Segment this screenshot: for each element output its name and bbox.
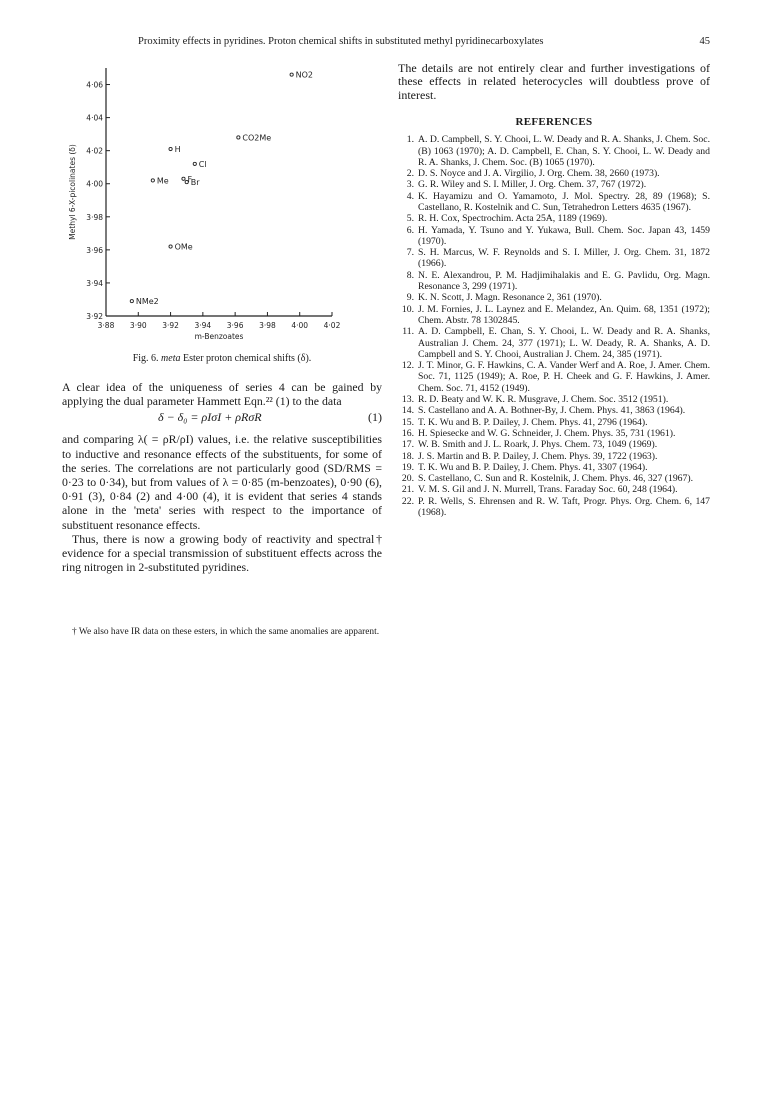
figure-caption: [62, 353, 382, 364]
data-point: [237, 136, 240, 139]
data-point-label: OMe: [174, 242, 193, 252]
data-point: [151, 179, 154, 182]
running-header: [60, 36, 710, 52]
data-point: [130, 300, 133, 303]
data-point: [182, 177, 185, 180]
reference-item: [398, 496, 710, 519]
reference-number: 6.: [406, 224, 414, 236]
reference-item: [398, 405, 710, 416]
reference-item: [398, 473, 710, 484]
reference-text: A. D. Campbell, S. Y. Chooi, L. W. Deady and R. A. Shanks, J. Chem. Soc. (B) 1063 (1970); A. D. Campbell, E. Chan, S. Y. Chooi, L. W. Deady and R. A. Shanks, J. Chem. Soc. (B) 1065 (1970).: [418, 134, 710, 168]
reference-number: 9.: [406, 292, 414, 304]
caption-suffix: Ester proton chemical shifts (δ).: [183, 353, 312, 364]
reference-text: D. S. Noyce and J. A. Virgilio, J. Org. Chem. 38, 2660 (1973).: [418, 168, 660, 180]
reference-text: G. R. Wiley and S. I. Miller, J. Org. Chem. 37, 767 (1972).: [418, 179, 647, 191]
right-column: [398, 62, 710, 518]
reference-item: [398, 417, 710, 428]
data-point-label: F: [187, 174, 193, 184]
y-tick-label: 4·00: [86, 179, 103, 189]
data-point: [290, 73, 293, 76]
y-axis-label: Methyl 6-X-picolinates (δ): [68, 144, 77, 240]
reference-number: 1.: [406, 134, 414, 146]
reference-item: [398, 394, 710, 405]
reference-number: 10.: [401, 303, 414, 315]
data-point: [169, 245, 172, 248]
reference-item: [398, 247, 710, 270]
reference-number: 7.: [406, 247, 414, 259]
reference-item: [398, 168, 710, 179]
reference-text: H. Spiesecke and W. G. Schneider, J. Chem. Phys. 35, 731 (1961).: [418, 427, 676, 439]
reference-number: 18.: [401, 450, 414, 462]
reference-number: 21.: [401, 484, 414, 496]
data-point-label: NMe2: [135, 297, 159, 307]
reference-text: J. T. Minor, G. F. Hawkins, C. A. Vander Werf and A. Roe, J. Amer. Chem. Soc. 71, 1125 (1949); A. Roe, P. H. Cheek and G. F. Hawkins, J. Amer. Chem. Soc. 71, 4152 (1949).: [418, 360, 710, 394]
reference-text: J. S. Martin and B. P. Dailey, J. Chem. Phys. 39, 1722 (1963).: [418, 450, 658, 462]
reference-item: [398, 326, 710, 360]
reference-text: K. Hayamizu and O. Yamamoto, J. Mol. Spectry. 28, 89 (1968); S. Castellano, R. Kostelnik and C. Sun, Tetrahedron Letters 4635 (1967).: [418, 190, 710, 213]
reference-number: 13.: [401, 394, 414, 406]
reference-number: 2.: [406, 168, 414, 180]
reference-item: [398, 225, 710, 248]
data-point-label: Cl: [198, 159, 207, 169]
reference-item: [398, 134, 710, 168]
data-point-label: CO2Me: [242, 133, 272, 143]
reference-text: S. Castellano, C. Sun and R. Kostelnik, J. Chem. Phys. 46, 327 (1967).: [418, 473, 694, 485]
reference-text: H. Yamada, Y. Tsuno and Y. Yukawa, Bull. Chem. Soc. Japan 43, 1459 (1970).: [418, 224, 710, 247]
footnote: † We also have IR data on these esters, in which the same anomalies are apparent.: [72, 627, 380, 637]
data-point: [193, 162, 196, 165]
y-tick-label: 4·06: [86, 80, 103, 90]
reference-item: [398, 439, 710, 450]
reference-number: 14.: [401, 405, 414, 417]
equation-number: (1): [368, 410, 382, 425]
x-tick-label: 4·00: [291, 321, 309, 330]
x-tick-label: 3·94: [194, 321, 212, 330]
references-list: [398, 134, 710, 518]
reference-text: R. D. Beaty and W. K. R. Musgrave, J. Chem. Soc. 3512 (1951).: [418, 394, 669, 406]
reference-number: 5.: [406, 213, 414, 225]
x-tick-label: 3·92: [162, 321, 179, 330]
reference-text: S. H. Marcus, W. F. Reynolds and S. I. Miller, J. Org. Chem. 31, 1872 (1966).: [418, 247, 710, 270]
reference-text: P. R. Wells, S. Ehrensen and R. W. Taft, Progr. Phys. Org. Chem. 6, 147 (1968).: [418, 495, 710, 519]
reference-item: [398, 213, 710, 224]
x-tick-label: 4·02: [323, 321, 341, 330]
x-tick-label: 3·96: [226, 321, 244, 330]
y-tick-label: 4·02: [86, 146, 103, 156]
reference-number: 8.: [406, 269, 414, 281]
reference-number: 17.: [401, 439, 414, 451]
reference-text: A. D. Campbell, E. Chan, S. Y. Chooi, L. W. Deady and R. A. Shanks, Australian J. Chem. 24, 377 (1971); L. W. Deady, R. A. Shanks, A. D. Campbell and S. Y. Chooi, Australian J. Chem. 24, 385 (1971).: [418, 326, 710, 360]
reference-text: T. K. Wu and B. P. Dailey, J. Chem. Phys. 41, 2796 (1964).: [418, 416, 648, 428]
data-point-label: Br: [190, 178, 200, 188]
data-point-label: NO2: [295, 70, 314, 80]
y-tick-label: 4·04: [86, 113, 103, 123]
equation-body: δ − δ₀ = ρIσI + ρRσR: [158, 410, 262, 425]
reference-number: 20.: [401, 473, 414, 485]
y-tick-label: 3·94: [86, 278, 103, 288]
reference-item: [398, 191, 710, 214]
reference-number: 15.: [401, 416, 414, 428]
running-title: Proximity effects in pyridines. Proton chemical shifts in substituted methyl pyridinecarboxylates: [138, 36, 544, 47]
reference-number: 12.: [401, 360, 414, 372]
reference-number: 11.: [402, 326, 414, 338]
reference-item: [398, 304, 710, 327]
y-tick-label: 3·92: [86, 312, 103, 321]
data-point-label: H: [174, 145, 181, 155]
reference-item: [398, 484, 710, 495]
x-axis-label: m-Benzoates: [194, 332, 244, 341]
caption-prefix: Fig. 6.: [132, 353, 159, 364]
reference-text: R. H. Cox, Spectrochim. Acta 25A, 1189 (1969).: [418, 213, 608, 225]
reference-item: [398, 428, 710, 439]
y-tick-label: 3·96: [86, 245, 103, 255]
reference-text: J. M. Fornies, J. L. Laynez and E. Melandez, An. Quim. 68, 1351 (1972); Chem. Abstr. 78 1302845.: [418, 303, 710, 326]
caption-italic: meta: [161, 353, 181, 364]
x-tick-label: 3·88: [97, 321, 115, 330]
page-number: 45: [699, 36, 710, 47]
reference-text: S. Castellano and A. A. Bothner-By, J. Chem. Phys. 41, 3863 (1964).: [418, 405, 686, 417]
y-tick-label: 3·98: [86, 212, 103, 222]
equation-1: [62, 410, 382, 428]
references-heading: REFERENCES: [515, 116, 593, 129]
reference-text: N. E. Alexandrou, P. M. Hadjimihalakis and E. G. Pavlidu, Org. Magn. Resonance 3, 299 (1971).: [418, 269, 710, 293]
x-tick-label: 3·98: [259, 321, 276, 330]
data-point: [169, 147, 172, 150]
reference-text: W. B. Smith and J. L. Roark, J. Phys. Chem. 73, 1049 (1969).: [418, 439, 658, 451]
paragraph-2: and comparing λ( = ρR/ρI) values, i.e. the relative susceptibilities to inductive and resonance effects of the substituents, for some of the series. The correlations are not particularly good (SD/RMS = 0·23 to 0·34), but from values of λ = 0·85 (m-benzoates), 0·90 (6), 0·91 (3), 0·84 (2) and 4·00 (4), it is evident that series 4 stands alone in the 'meta' series with respect to the importance of substituent resonance effects.: [62, 432, 382, 532]
figure-6-scatter-plot: [62, 62, 382, 347]
reference-number: 3.: [406, 179, 414, 191]
closing-paragraph: The details are not entirely clear and further investigations of these effects in related heterocycles will doubtless prove of interest.: [398, 61, 710, 102]
reference-text: K. N. Scott, J. Magn. Resonance 2, 361 (1970).: [418, 292, 602, 304]
data-point-label: Me: [156, 176, 169, 186]
reference-item: [398, 292, 710, 303]
reference-text: T. K. Wu and B. P. Dailey, J. Chem. Phys. 41, 3307 (1964).: [418, 461, 648, 473]
reference-number: 19.: [401, 461, 414, 473]
reference-item: [398, 179, 710, 190]
paragraph-3: Thus, there is now a growing body of reactivity and spectral† evidence for a special transmission of substituent effects across the ring nitrogen in 2-substituted pyridines.: [62, 531, 382, 575]
reference-item: [398, 451, 710, 462]
reference-number: 4.: [406, 190, 414, 202]
reference-item: [398, 462, 710, 473]
reference-number: 16.: [401, 427, 414, 439]
body-text: [62, 380, 382, 574]
reference-number: 22.: [401, 495, 414, 507]
reference-item: [398, 270, 710, 293]
paragraph-1: A clear idea of the uniqueness of series 4 can be gained by applying the dual parameter Hammett Eqn.²² (1) to the data: [62, 380, 382, 409]
reference-item: [398, 360, 710, 394]
reference-text: V. M. S. Gil and J. N. Murrell, Trans. Faraday Soc. 60, 248 (1964).: [418, 484, 678, 496]
x-tick-label: 3·90: [129, 321, 147, 330]
